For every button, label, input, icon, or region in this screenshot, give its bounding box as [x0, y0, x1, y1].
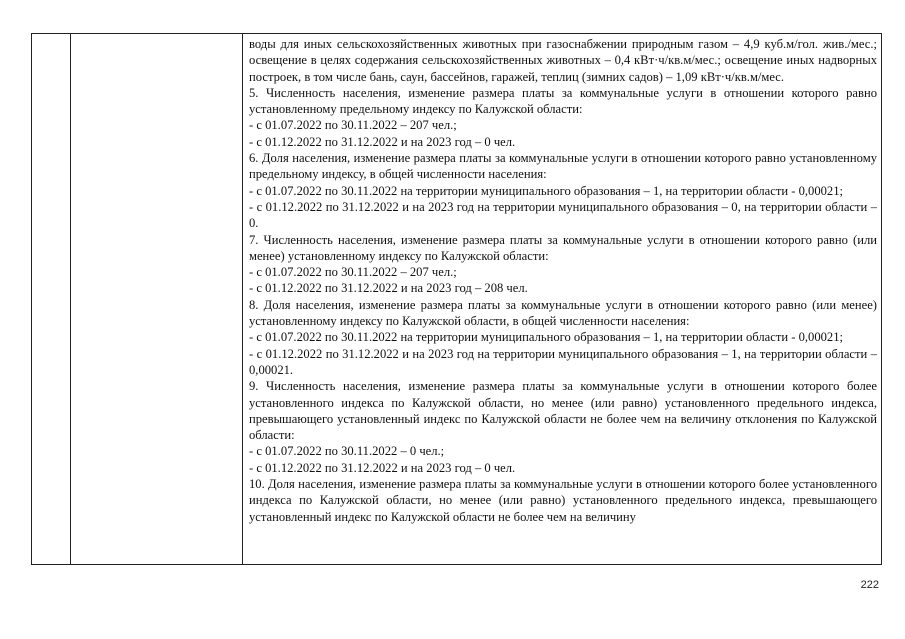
paragraph: воды для иных сельскохозяйственных животных при газоснабжении природным газом – 4,9 куб.м/гол. жив./мес.; освещение в целях содержания сельскохозяйственных животных – 0,4 кВт·ч/кв.м/мес.; освещение иных надворных построек, в том числе бань, саун, бассейнов, гаражей, теплиц (зимних садов) – 1,09 кВт·ч/кв.м/мес.	[249, 37, 877, 84]
paragraph: 7. Численность населения, изменение размера платы за коммунальные услуги в отношении которого равно (или менее) установленному индексу по Калужской области:	[249, 232, 877, 263]
paragraph: - с 01.12.2022 по 31.12.2022 и на 2023 год на территории муниципального образования – 0, на территории области – 0.	[249, 199, 877, 231]
document-table	[31, 33, 882, 565]
paragraph: - с 01.12.2022 по 31.12.2022 и на 2023 год – 0 чел.	[249, 134, 516, 149]
paragraph: 6. Доля населения, изменение размера платы за коммунальные услуги в отношении которого равно установленному предельному индексу, в общей численности населения:	[249, 151, 877, 182]
paragraph: 9. Численность населения, изменение размера платы за коммунальные услуги в отношении которого более установленного индекса по Калужской области, но менее (или равно) установленного предельного индекса, превышающего установленный индекс по Калужской области не более чем на величину отклонения по Калужской области:	[249, 379, 877, 443]
table-column-divider	[70, 34, 71, 564]
table-text-cell	[249, 36, 877, 562]
paragraph: - с 01.07.2022 по 30.11.2022 – 207 чел.;	[249, 118, 457, 133]
paragraph: - с 01.07.2022 по 30.11.2022 на территории муниципального образования – 1, на территории области - 0,00021;	[249, 183, 844, 198]
paragraph: - с 01.07.2022 по 30.11.2022 – 207 чел.;	[249, 265, 457, 280]
paragraph: - с 01.07.2022 по 30.11.2022 на территории муниципального образования – 1, на территории области - 0,00021;	[249, 330, 844, 345]
paragraph: - с 01.07.2022 по 30.11.2022 – 0 чел.;	[249, 444, 445, 459]
paragraph: 8. Доля населения, изменение размера платы за коммунальные услуги в отношении которого равно (или менее) установленному индексу по Калужской области, в общей численности населения:	[249, 297, 877, 329]
paragraph: - с 01.12.2022 по 31.12.2022 и на 2023 год – 0 чел.	[249, 460, 516, 475]
table-column-divider	[242, 34, 243, 564]
paragraph: 10. Доля населения, изменение размера платы за коммунальные услуги в отношении которого более установленного индекса по Калужской области, но менее (или равно) установленного предельного индекса, превышающего установленный индекс по Калужской области не более чем на величину	[249, 477, 877, 524]
page-number: 222	[860, 579, 879, 591]
paragraph: 5. Численность населения, изменение размера платы за коммунальные услуги в отношении которого равно установленному предельному индексу по Калужской области:	[249, 85, 877, 117]
paragraph: - с 01.12.2022 по 31.12.2022 и на 2023 год – 208 чел.	[249, 281, 528, 296]
paragraph: - с 01.12.2022 по 31.12.2022 и на 2023 год на территории муниципального образования – 1, на территории области – 0,00021.	[249, 346, 877, 377]
